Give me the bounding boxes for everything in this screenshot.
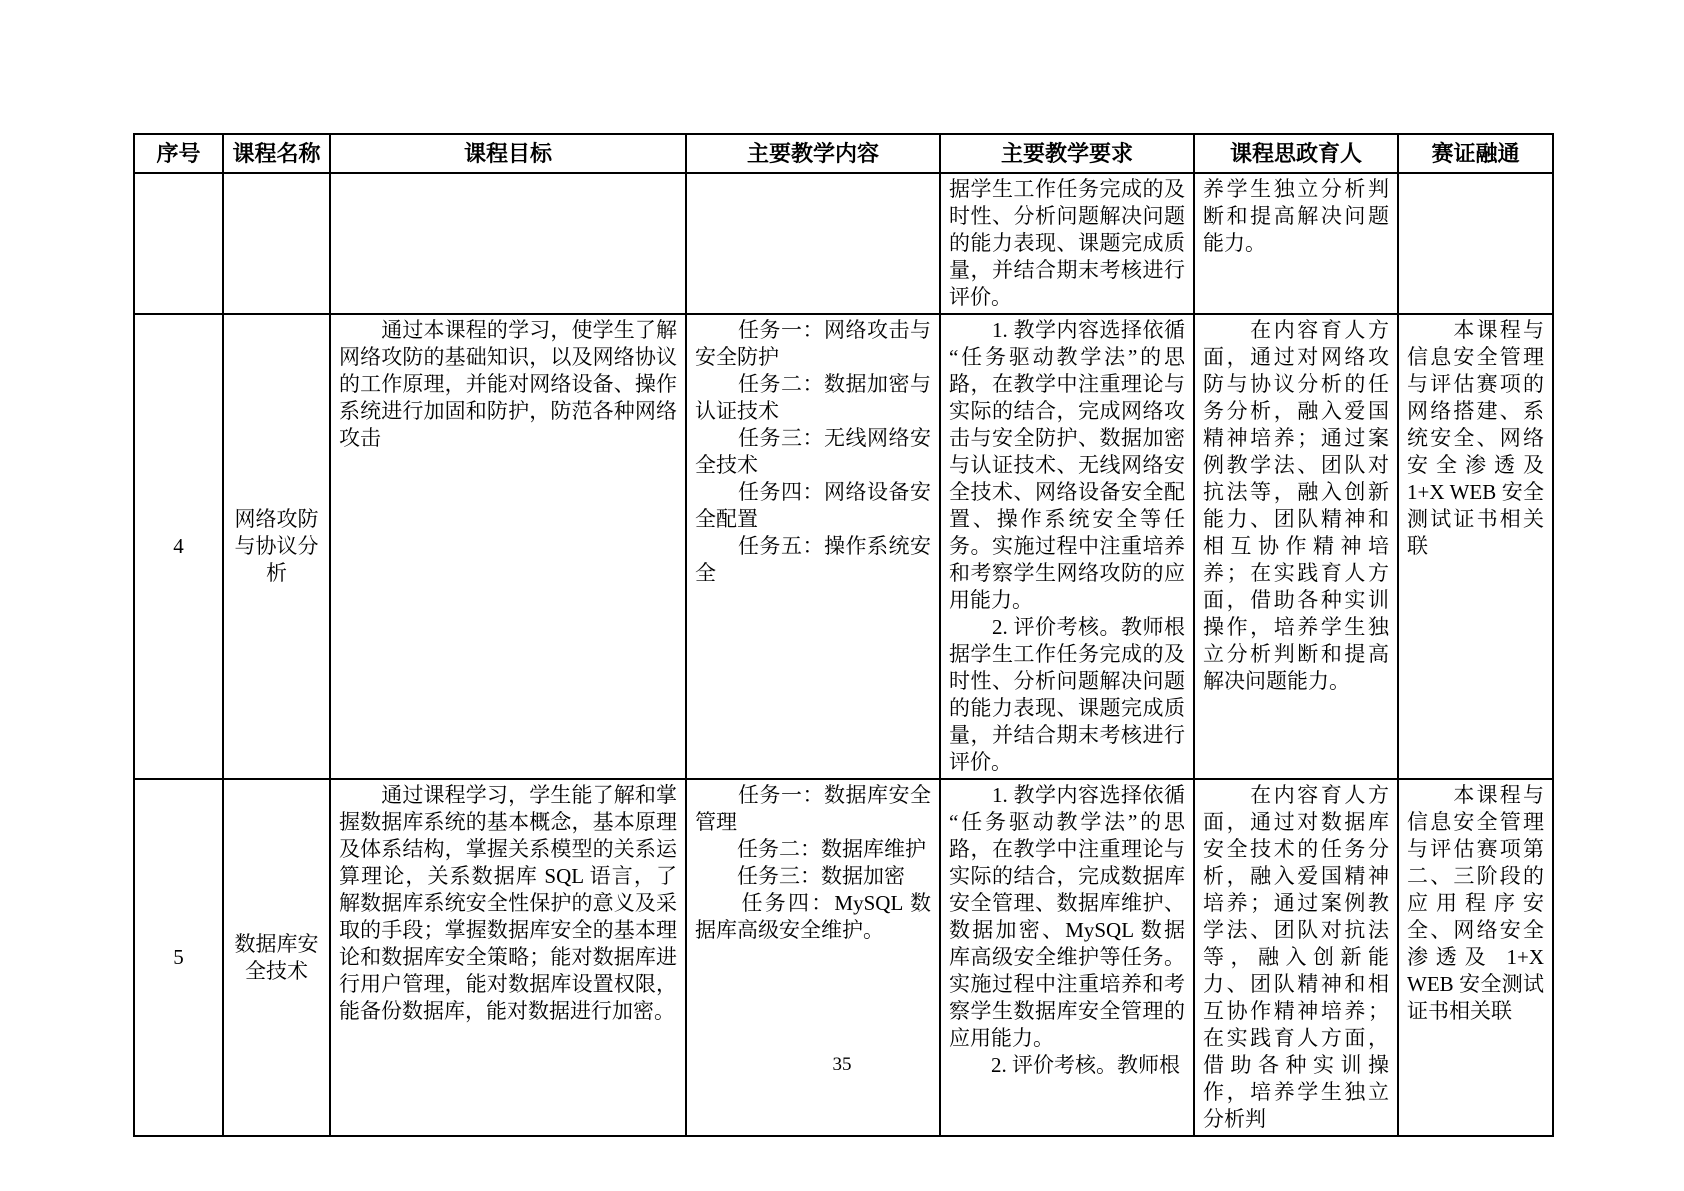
cell-teaching-requirements — [940, 779, 1194, 1136]
paragraph: 2. 评价考核。教师根据学生工作任务完成的及时性、分析问题解决问题的能力表现、课题完成质量，并结合期末考核进行评价。 — [949, 615, 1185, 774]
curriculum-table — [133, 133, 1554, 1137]
paragraph: 在内容育人方面，通过对数据库安全技术的任务分析，融入爱国精神培养；通过案例教学法、团队对抗法等，融入创新能力、团队精神和相互协作精神培养；在实践育人方面，借助各种实训操作，培养学生独立分析判 — [1203, 783, 1389, 1131]
cell-teaching-requirements — [940, 173, 1194, 314]
page-number: 35 — [832, 1054, 852, 1075]
paragraph: 本课程与信息安全管理与评估赛项第二、三阶段的应用程序安全、网络安全渗透及 1+X WEB 安全测试证书相关联 — [1407, 783, 1544, 1023]
paragraph: 任务二：数据库维护 — [695, 837, 926, 861]
cell-teaching-content — [686, 314, 940, 779]
cell-objectives — [330, 779, 686, 1136]
cell-no: 5 — [134, 779, 223, 1136]
header-teaching-requirements: 主要教学要求 — [940, 134, 1194, 173]
header-teaching-content: 主要教学内容 — [686, 134, 940, 173]
table-row-course-5 — [134, 779, 1553, 1136]
header-certification: 赛证融通 — [1398, 134, 1553, 173]
cell-objectives — [330, 173, 686, 314]
cell-ideology — [1194, 173, 1398, 314]
table-row-course-4 — [134, 314, 1553, 779]
paragraph: 任务一：网络攻击与安全防护 — [695, 318, 931, 369]
cell-no — [134, 173, 223, 314]
cell-course-name: 数据库安全技术 — [223, 779, 330, 1136]
cell-course-name: 网络攻防与协议分析 — [223, 314, 330, 779]
cell-course-name — [223, 173, 330, 314]
paragraph: 通过本课程的学习，使学生了解网络攻防的基础知识，以及网络协议的工作原理，并能对网络设备、操作系统进行加固和防护，防范各种网络攻击 — [339, 318, 677, 450]
table-row-continuation — [134, 173, 1553, 314]
paragraph: 任务一：数据库安全管理 — [695, 783, 931, 834]
cell-no: 4 — [134, 314, 223, 779]
paragraph: 任务四：MySQL 数据库高级安全维护。 — [695, 891, 931, 942]
cell-certification — [1398, 173, 1553, 314]
header-objectives: 课程目标 — [330, 134, 686, 173]
cell-ideology — [1194, 779, 1398, 1136]
paragraph: 任务五：操作系统安全 — [695, 534, 931, 585]
cell-teaching-requirements — [940, 314, 1194, 779]
paragraph: 任务二：数据加密与认证技术 — [695, 372, 931, 423]
paragraph: 任务三：无线网络安全技术 — [695, 426, 931, 477]
paragraph: 任务四：网络设备安全配置 — [695, 480, 931, 531]
cell-certification — [1398, 314, 1553, 779]
paragraph: 1. 教学内容选择依循“任务驱动教学法”的思路，在教学中注重理论与实际的结合，完成网络攻击与安全防护、数据加密与认证技术、无线网络安全技术、网络设备安全配置、操作系统安全等任务。实施过程中注重培养和考察学生网络攻防的应用能力。 — [949, 318, 1185, 612]
table-header-row — [134, 134, 1553, 173]
paragraph: 在内容育人方面，通过对网络攻防与协议分析的任务分析，融入爱国精神培养；通过案例教学法、团队对抗法等，融入创新能力、团队精神和相互协作精神培养；在实践育人方面，借助各种实训操作，培养学生独立分析判断和提高解决问题能力。 — [1203, 318, 1389, 693]
cell-teaching-content — [686, 779, 940, 1136]
header-ideology: 课程思政育人 — [1194, 134, 1398, 173]
paragraph: 2. 评价考核。教师根 — [949, 1053, 1180, 1077]
cell-certification — [1398, 779, 1553, 1136]
paragraph: 养学生独立分析判断和提高解决问题能力。 — [1203, 177, 1389, 255]
paragraph: 任务三：数据加密 — [695, 864, 905, 888]
cell-objectives — [330, 314, 686, 779]
paragraph: 本课程与信息安全管理与评估赛项的网络搭建、系统安全、网络安全渗透及 1+X WEB 安全测试证书相关联 — [1407, 318, 1544, 558]
paragraph: 1. 教学内容选择依循“任务驱动教学法”的思路，在教学中注重理论与实际的结合，完成数据库安全管理、数据库维护、数据加密、MySQL 数据库高级安全维护等任务。实施过程中注重培养和考察学生数据库安全管理的应用能力。 — [949, 783, 1185, 1050]
paragraph: 通过课程学习，学生能了解和掌握数据库系统的基本概念，基本原理及体系结构，掌握关系模型的关系运算理论，关系数据库 SQL 语言，了解数据库系统安全性保护的意义及采取的手段；掌握数据库安全的基本理论和数据库安全策略；能对数据库进行用户管理，能对数据库设置权限，能备份数据库，能对数据进行加密。 — [339, 783, 677, 1023]
cell-teaching-content — [686, 173, 940, 314]
header-course-name: 课程名称 — [223, 134, 330, 173]
paragraph: 据学生工作任务完成的及时性、分析问题解决问题的能力表现、课题完成质量，并结合期末考核进行评价。 — [949, 177, 1185, 309]
cell-ideology — [1194, 314, 1398, 779]
header-no: 序号 — [134, 134, 223, 173]
